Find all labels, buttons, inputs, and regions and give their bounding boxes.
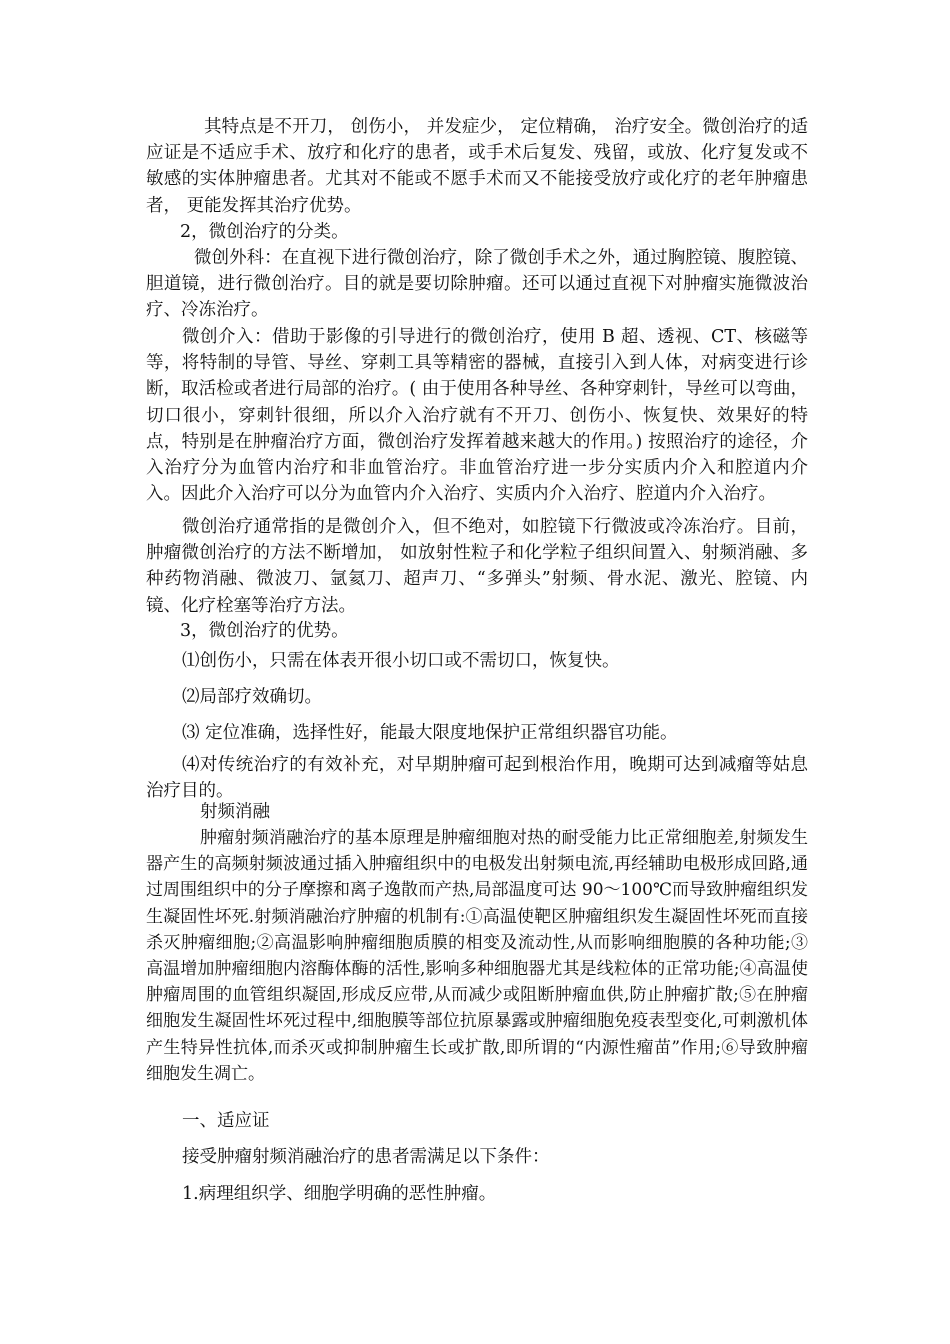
advantage-item-4: ⑷对传统治疗的有效补充，对早期肿瘤可起到根治作用，晚期可达到减瘤等姑息治疗目的。 (146, 755, 808, 802)
advantage-item-2: ⑵局部疗效确切。 (182, 687, 322, 707)
paragraph-rfa-principle: 肿瘤射频消融治疗的基本原理是肿瘤细胞对热的耐受能力比正常细胞差,射频发生器产生的高频射频波通过插入肿瘤组织中的电极发出射频电流,再经辅助电极形成回路,通过周围组织中的分子摩擦和离子逸散而产热,局部温度可达 90～100℃而导致肿瘤组织发生凝固性坏死.射频消融治疗肿瘤的机制有:①高温使靶区肿瘤组织发生凝固性坏死而直接杀灭肿瘤细胞;②高温影响肿瘤细胞质膜的相变及流动性,从而影响细胞膜的各种功能;③高温增加肿瘤细胞内溶酶体酶的活性,影响多种细胞器尤其是线粒体的正常功能;④高温使肿瘤周围的血管组织凝固,形成反应带,从而减少或阻断肿瘤血供,防止肿瘤扩散;⑤在肿瘤细胞发生凝固性坏死过程中,细胞膜等部位抗原暴露或肿瘤细胞免疫表型变化,可刺激机体产生特异性抗体,而杀灭或抑制肿瘤生长或扩散,即所谓的“内源性瘤苗”作用;⑥导致肿瘤细胞发生凋亡。 (146, 828, 808, 1084)
heading-radiofrequency-ablation: 射频消融 (200, 802, 270, 822)
paragraph-interventional: 微创介入：借助于影像的引导进行的微创治疗，使用 B 超、透视、CT、核磁等等，将特制的导管、导丝、穿刺工具等精密的器械，直接引入到人体，对病变进行诊断，取活检或者进行局部的治疗。( 由于使用各种导丝、各种穿刺针，导丝可以弯曲，切口很小，穿刺针很细，所以介入治疗就有不开刀、创伤小、恢复快、效果好的特点，特别是在肿瘤治疗方面，微创治疗发挥着越来越大的作用。) 按照治疗的途径，介入治疗分为血管内治疗和非血管治疗。非血管治疗进一步分实质内介入和腔道内介入。因此介入治疗可以分为血管内介入治疗、实质内介入治疗、腔道内介入治疗。 (146, 327, 808, 505)
heading-indications: 一、适应证 (182, 1111, 270, 1131)
paragraph-conditions: 接受肿瘤射频消融治疗的患者需满足以下条件： (182, 1147, 550, 1167)
condition-item-1: 1.病理组织学、细胞学明确的恶性肿瘤。 (182, 1184, 497, 1204)
advantage-item-1: ⑴创伤小，只需在体表开很小切口或不需切口，恢复快。 (182, 651, 620, 671)
paragraph-minimally-invasive-surgery: 微创外科：在直视下进行微创治疗，除了微创手术之外，通过胸腔镜、腹腔镜、胆道镜，进行微创治疗。目的就是要切除肿瘤。还可以通过直视下对肿瘤实施微波治疗、冷冻治疗。 (146, 248, 808, 321)
heading-advantages: 3，微创治疗的优势。 (180, 621, 349, 641)
advantage-item-3: ⑶ 定位准确，选择性好，能最大限度地保护正常组织器官功能。 (182, 723, 678, 743)
heading-classification: 2，微创治疗的分类。 (180, 222, 349, 242)
paragraph-features: 其特点是不开刀， 创伤小， 并发症少， 定位精确， 治疗安全。微创治疗的适应证是不适应手术、放疗和化疗的患者，或手术后复发、残留，或放、化疗复发或不敏感的实体肿瘤患者。尤其对不能或不愿手术而又不能接受放疗或化疗的老年肿瘤患者， 更能发挥其治疗优势。 (146, 117, 808, 216)
paragraph-common-meaning: 微创治疗通常指的是微创介入，但不绝对，如腔镜下行微波或冷冻治疗。目前， 肿瘤微创治疗的方法不断增加， 如放射性粒子和化学粒子组织间置入、射频消融、多种药物消融、微波刀、氩氦刀、超声刀、“多弹头”射频、骨水泥、激光、腔镜、内镜、化疗栓塞等治疗方法。 (146, 517, 808, 616)
